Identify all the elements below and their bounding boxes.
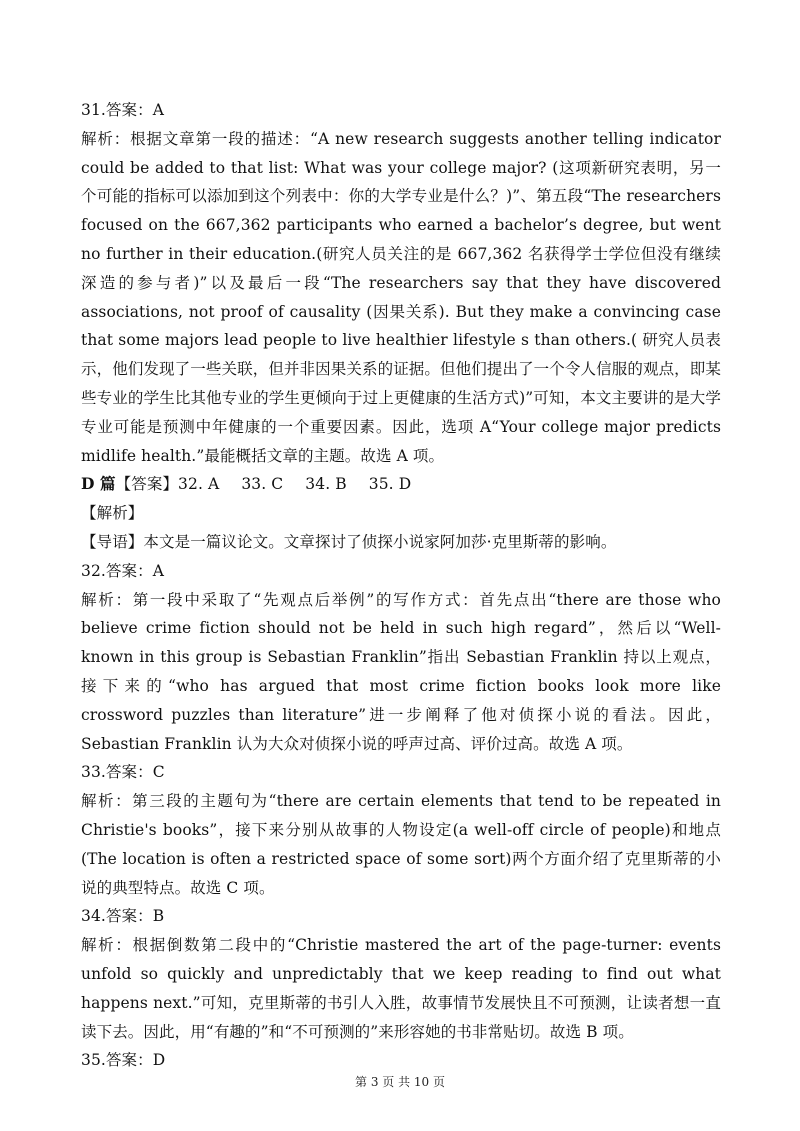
q33-explanation: 解析：第三段的主题句为“there are certain elements that tend to be repeated in Christie's books”，接下来分别从故事的人物设定(a well-off circle of people)和地点(The location is often a restricted space of some sort)两个方面介绍了克里斯蒂的小说的典型特点。故选 C 项。 xyxy=(81,792,721,897)
q32-explanation: 解析：第一段中采取了“先观点后举例”的写作方式：首先点出“there are those who believe crime fiction should not be held in such high regard”，然后以“Well-known in this group is Sebastian Franklin”指出 Sebastian Franklin 持以上观点，接下来的“who has argued that most crime fiction books look more like crossword puzzles than literature”进一步阐释了他对侦探小说的看法。因此，Sebastian Franklin 认为大众对侦探小说的呼声过高、评价过高。故选 A 项。 xyxy=(81,590,721,753)
page-footer: 第 3 页 共 10 页 xyxy=(355,1075,445,1089)
q34-explanation: 解析：根据倒数第二段中的“Christie mastered the art of the page-turner: events unfold so quickly and unpredictably that we keep reading to find out what happens next.”可知，克里斯蒂的书引人入胜，故事情节发展快且不可预测，让读者想一直读下去。因此，用“有趣的”和“不可预测的”来形容她的书非常贴切。故选 B 项。 xyxy=(81,936,721,1041)
answer-35: 35. D xyxy=(368,475,412,494)
q31-answer: 31.答案：A xyxy=(81,101,165,119)
answer-33: 33. C xyxy=(241,475,284,494)
intro-text: 【导语】本文是一篇议论文。文章探讨了侦探小说家阿加莎·克里斯蒂的影响。 xyxy=(81,532,617,551)
analysis-tag: 【解析】 xyxy=(81,504,144,523)
section-d-answers xyxy=(81,470,721,499)
q32-answer: 32.答案：A xyxy=(81,561,165,580)
q34-answer: 34.答案：B xyxy=(81,907,165,926)
q31-explanation: 解析：根据文章第一段的描述：“A new research suggests another telling indicator could be added to that list: What was your college major? (这项新研究表明，另一个可能的指标可以添加到这个列表中：你的大学专业是什么？)”、第五段“The researchers focused on the 667,362 participants who earned a bachelor’s degree, but went no further in their education.(研究人员关注的是 667,362 名获得学士学位但没有继续深造的参与者)”以及最后一段“The researchers say that they have discovered associations, not proof of causality (因果关系). But they make a convincing case that some majors lead people to live healthier lifestyle s than others.( 研究人员表示，他们发现了一些关联，但并非因果关系的证据。但他们提出了一个令人信服的观点，即某些专业的学生比其他专业的学生更倾向于过上更健康的生活方式)”可知，本文主要讲的是大学专业可能是预测中年健康的一个重要因素。因此，选项 A“Your college major predicts midlife health.”最能概括文章的主题。故选 A 项。 xyxy=(81,129,721,465)
answer-32: 32. A xyxy=(178,475,220,494)
q35-answer: 35.答案：D xyxy=(81,1051,166,1070)
answer-34: 34. B xyxy=(305,475,347,494)
page-content xyxy=(81,96,721,1075)
section-d-answer-tag: 【答案】 xyxy=(115,475,179,494)
section-d-label: D 篇 xyxy=(81,474,116,494)
q33-answer: 33.答案：C xyxy=(81,763,165,782)
